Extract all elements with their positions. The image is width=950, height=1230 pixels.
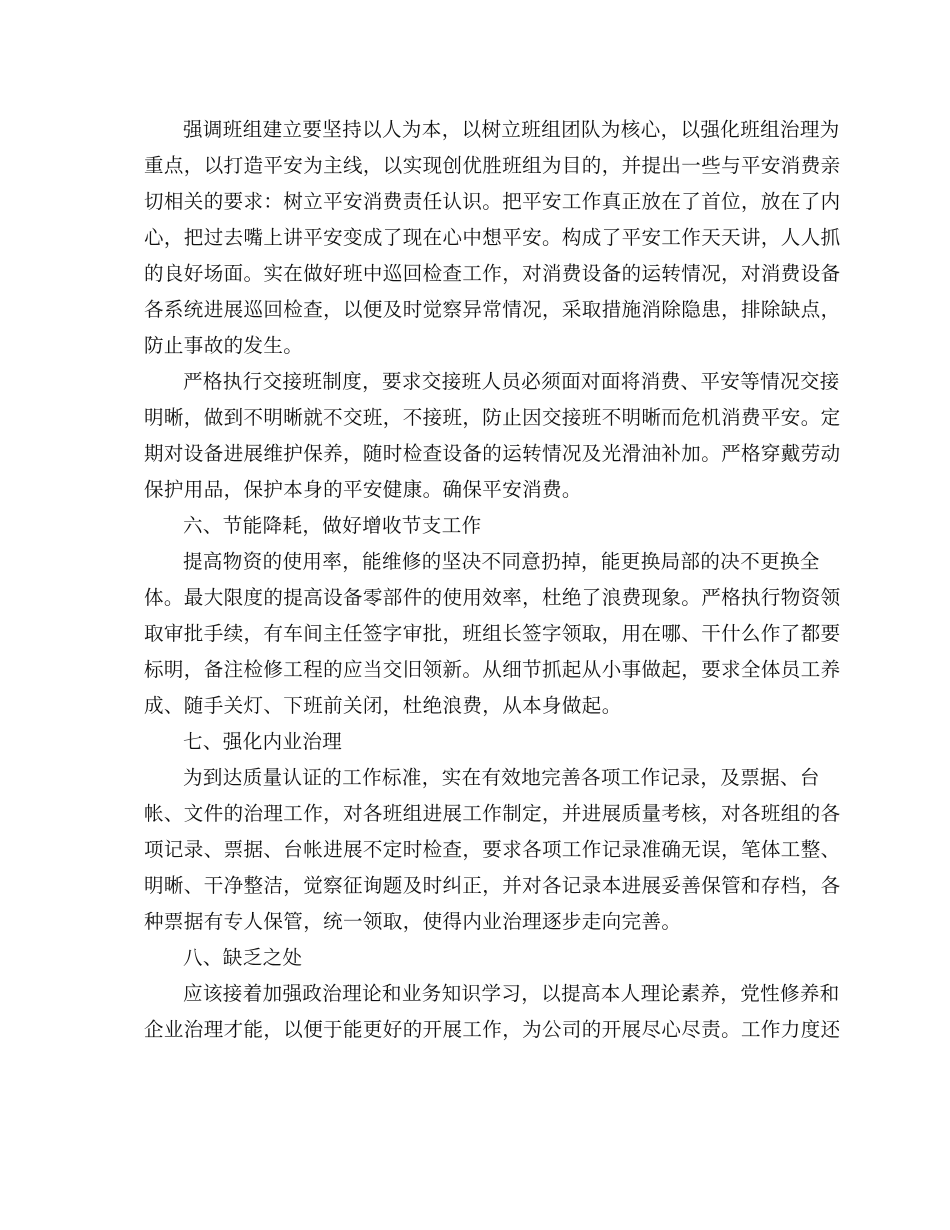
text-line: 期对设备进展维护保养，随时检查设备的运转情况及光滑油补加。严格穿戴劳动 <box>144 442 841 465</box>
text-line: 取审批手续，有车间主任签字审批，班组长签字领取，用在哪、干什么作了都要 <box>144 622 841 645</box>
paragraph-quality-records <box>144 760 841 940</box>
document-page <box>144 112 841 1048</box>
section-heading-shortcomings <box>144 940 800 976</box>
text-line: 项记录、票据、台帐进展不定时检查，要求各项工作记录准确无误，笔体工整、 <box>144 838 841 861</box>
text-line: 明晰，做到不明晰就不交班，不接班，防止因交接班不明晰而危机消费平安。定 <box>144 406 841 429</box>
text-line: 切相关的要求：树立平安消费责任认识。把平安工作真正放在了首位，放在了内 <box>144 190 841 213</box>
text-line: 强调班组建立要坚持以人为本，以树立班组团队为核心，以强化班组治理为 <box>183 118 840 141</box>
paragraph-self-improvement <box>144 976 841 1048</box>
text-line: 防止事故的发生。 <box>144 334 304 357</box>
text-line: 明晰、干净整洁，觉察征询题及时纠正，并对各记录本进展妥善保管和存档，各 <box>144 874 841 897</box>
paragraph-materials-usage <box>144 544 841 724</box>
section-heading-internal-management <box>144 724 800 760</box>
heading-text: 六、节能降耗，做好增收节支工作 <box>183 514 482 537</box>
text-line: 各系统进展巡回检查，以便及时觉察异常情况，采取措施消除隐患，排除缺点， <box>144 298 841 321</box>
text-line: 为到达质量认证的工作标准，实在有效地完善各项工作记录，及票据、台 <box>183 766 820 789</box>
text-line: 种票据有专人保管，统一领取，使得内业治理逐步走向完善。 <box>144 910 682 933</box>
paragraph-shift-handover <box>144 364 841 508</box>
text-line: 成、随手关灯、下班前关闭，杜绝浪费，从本身做起。 <box>144 694 622 717</box>
text-line: 体。最大限度的提高设备零部件的使用效率，杜绝了浪费现象。严格执行物资领 <box>144 586 841 609</box>
text-line: 应该接着加强政治理论和业务知识学习，以提高本人理论素养，党性修养和 <box>183 982 840 1005</box>
text-line: 心，把过去嘴上讲平安变成了现在心中想平安。构成了平安工作天天讲，人人抓 <box>144 226 841 249</box>
text-line: 标明，备注检修工程的应当交旧领新。从细节抓起从小事做起，要求全体员工养 <box>144 658 841 681</box>
heading-text: 八、缺乏之处 <box>183 946 303 969</box>
text-line: 企业治理才能，以便于能更好的开展工作，为公司的开展尽心尽责。工作力度还 <box>144 1018 841 1041</box>
text-line: 帐、文件的治理工作，对各班组进展工作制定，并进展质量考核，对各班组的各 <box>144 802 841 825</box>
text-line: 提高物资的使用率，能维修的坚决不同意扔掉，能更换局部的决不更换全 <box>183 550 820 573</box>
text-line: 保护用品，保护本身的平安健康。确保平安消费。 <box>144 478 582 501</box>
heading-text: 七、强化内业治理 <box>183 730 343 753</box>
section-heading-energy-saving <box>144 508 800 544</box>
text-line: 的良好场面。实在做好班中巡回检查工作，对消费设备的运转情况，对消费设备 <box>144 262 841 285</box>
text-line: 严格执行交接班制度，要求交接班人员必须面对面将消费、平安等情况交接 <box>183 370 840 393</box>
text-line: 重点，以打造平安为主线，以实现创优胜班组为目的，并提出一些与平安消费亲 <box>144 154 841 177</box>
paragraph-team-building <box>144 112 841 364</box>
